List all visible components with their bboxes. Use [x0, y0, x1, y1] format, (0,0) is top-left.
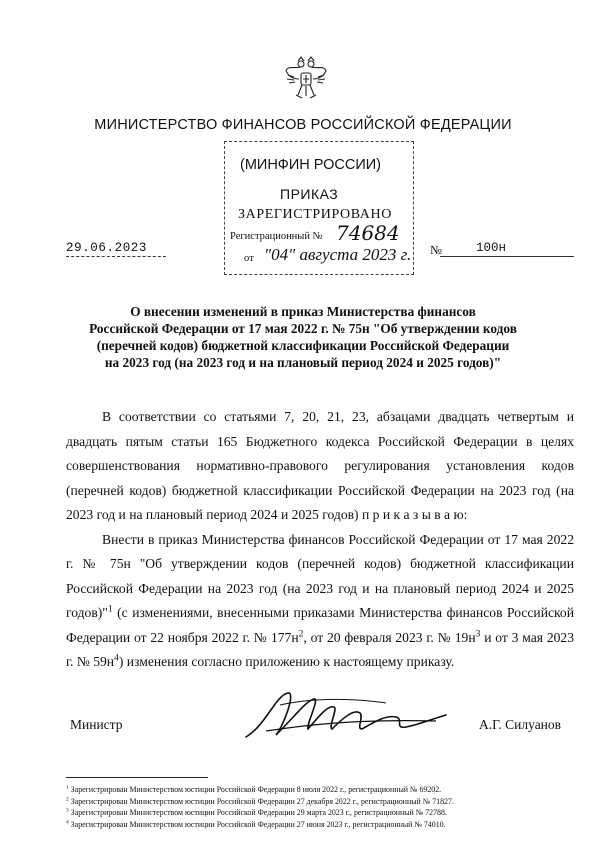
footnote-number: 4 — [66, 819, 69, 826]
amendment-text: ) изменения согласно приложению к настоящему приказу. — [118, 654, 455, 669]
handwritten-signature-icon — [236, 685, 456, 749]
order-number-underline — [440, 256, 574, 257]
footnote-item — [66, 807, 586, 819]
footnote-ref: 3 — [475, 628, 481, 639]
body-paragraph-amendment — [66, 528, 574, 675]
body-paragraph-preamble: В соответствии со статьями 7, 20, 21, 23, абзацами двадцать четвертым и двадцать пятым статьи 165 Бюджетного кодекса Российской Федерации в целях совершенствования нормативно-правового регулирования установления кодов (перечней кодов) бюджетной классификации Российской Федерации на 2023 год (на 2023 год и на плановый период 2024 и 2025 годов) п р и к а з ы в а ю: — [66, 409, 574, 522]
ministry-short-name: (МИНФИН РОССИИ) — [240, 157, 381, 173]
order-number-sign: № — [430, 243, 442, 257]
footnotes — [66, 784, 586, 830]
order-title: ПРИКАЗ — [280, 186, 339, 202]
footnote-item — [66, 796, 586, 808]
amendment-text: и от 3 мая 2023 г. № 59н — [66, 629, 575, 669]
amendment-text: Внести в приказ Министерства финансов Российской Федерации от 17 мая 2022 г. № 75н "Об утверждении кодов (перечней кодов) бюджетной классификации Российской Федерации на 2023 год (на 2023 год и на плановый период 2024 и 2025 годов)" — [66, 531, 574, 620]
heading-line: (перечней кодов) бюджетной классификации Российской Федерации — [96, 338, 510, 353]
order-date-underline — [66, 256, 166, 257]
footnote-number: 3 — [66, 807, 69, 814]
footnote-ref: 4 — [114, 653, 119, 664]
stamp-reg-number: 74684 — [336, 221, 400, 245]
stamp-reg-date: "04" августа 2023 г. — [264, 245, 412, 264]
amendment-text: (с изменениями, внесенными приказами Министерства финансов Российской Федерации от 22 ноября 2022 г. № 177н — [66, 605, 574, 645]
stamp-reg-number-label: Регистрационный № — [230, 231, 323, 242]
footnote-text: Зарегистрирован Министерством юстиции Российской Федерации 29 марта 2023 г., регистрационный № 72788. — [70, 808, 447, 818]
footnote-ref: 1 — [107, 604, 113, 615]
footnote-separator — [66, 777, 208, 778]
footnote-item — [66, 784, 586, 796]
registration-stamp — [224, 141, 414, 275]
order-date: 29.06.2023 — [66, 241, 148, 255]
coat-of-arms-emblem-icon — [285, 55, 327, 101]
document-heading — [0, 303, 606, 371]
ministry-name: МИНИСТЕРСТВО ФИНАНСОВ РОССИЙСКОЙ ФЕДЕРАЦИИ — [94, 117, 512, 133]
signatory-name: А.Г. Силуанов — [479, 717, 562, 732]
footnote-number: 2 — [66, 795, 69, 802]
stamp-date-label: от — [244, 253, 254, 264]
amendment-text: , от 20 февраля 2023 г. № 19н — [303, 629, 476, 645]
heading-line: Российской Федерации от 17 мая 2022 г. № 75н "Об утверждении кодов — [89, 321, 517, 336]
footnote-text: Зарегистрирован Министерством юстиции Российской Федерации 27 июня 2023 г., регистрационный № 74010. — [70, 819, 446, 829]
footnote-ref: 2 — [298, 628, 304, 639]
stamp-registered-label: ЗАРЕГИСТРИРОВАНО — [238, 207, 392, 222]
signatory-position: Министр — [70, 717, 123, 732]
footnote-number: 1 — [66, 784, 69, 791]
footnote-item — [66, 819, 586, 831]
footnote-text: Зарегистрирован Министерством юстиции Российской Федерации 8 июля 2022 г., регистрационный № 69202. — [70, 785, 442, 794]
heading-line: О внесении изменений в приказ Министерства финансов — [130, 304, 476, 319]
footnote-text: Зарегистрирован Министерством юстиции Российской Федерации 27 декабря 2022 г., регистрационный № 71827. — [70, 796, 454, 806]
heading-line: на 2023 год (на 2023 год и на плановый период 2024 и 2025 годов)" — [104, 355, 502, 370]
document-body — [66, 405, 574, 675]
order-number: 100н — [476, 241, 507, 255]
